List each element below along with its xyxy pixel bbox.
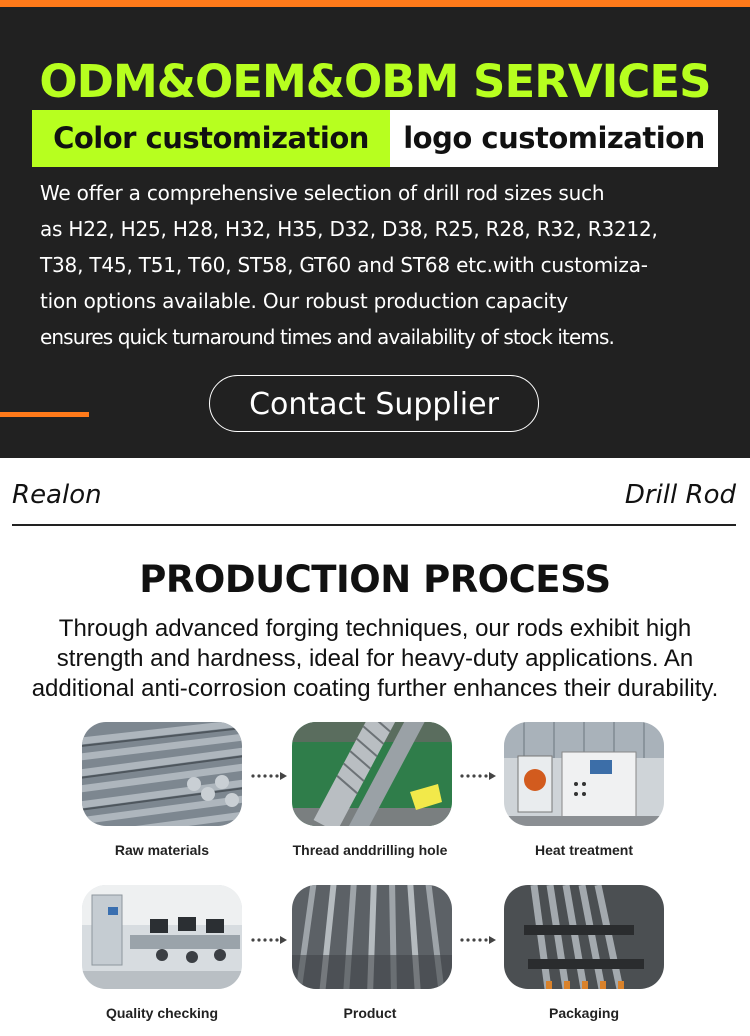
top-accent-stripe xyxy=(0,0,750,7)
color-customization-tag: Color customization xyxy=(32,110,390,167)
production-description-line: additional anti-corrosion coating further enhances their durability. xyxy=(31,675,719,702)
contact-supplier-button[interactable]: Contact Supplier xyxy=(209,375,539,432)
quality-checking-photo xyxy=(82,885,242,989)
threading-photo xyxy=(292,722,452,826)
step-label: Packaging xyxy=(548,1005,620,1021)
furnace-image xyxy=(504,722,664,826)
production-description-line: Through advanced forging techniques, our rods exhibit high xyxy=(58,615,692,642)
process-arrow-icon xyxy=(459,935,497,945)
steel-bars-image xyxy=(82,722,242,826)
hero-description-line: T38, T45, T51, T60, ST58, GT60 and ST68 etc.with customiza- xyxy=(40,253,648,277)
process-arrow-icon xyxy=(250,935,288,945)
logo-customization-tag: logo customization xyxy=(390,110,718,167)
production-description xyxy=(0,614,750,704)
process-arrow-icon xyxy=(250,771,288,781)
product-name: Drill Rod xyxy=(624,480,736,510)
step-label: Thread anddrilling hole xyxy=(292,842,448,858)
threading-image xyxy=(292,722,452,826)
step-label: Heat treatment xyxy=(534,842,634,858)
production-description-line: strength and hardness, ideal for heavy-duty applications. An xyxy=(56,645,694,672)
product-photo xyxy=(292,885,452,989)
production-title: PRODUCTION PROCESS xyxy=(139,558,611,601)
hero-description-line: ensures quick turnaround times and availability of stock items. xyxy=(40,325,614,349)
lab-image xyxy=(82,885,242,989)
step-label: Raw materials xyxy=(114,842,210,858)
step-label: Product xyxy=(343,1005,397,1021)
brand-name: Realon xyxy=(12,480,102,510)
hero-description xyxy=(40,175,720,355)
hero-description-line: tion options available. Our robust production capacity xyxy=(40,289,569,313)
packaging-photo xyxy=(504,885,664,989)
step-label: Quality checking xyxy=(105,1005,219,1021)
section-divider xyxy=(12,524,736,526)
hero-title: ODM&OEM&OBM SERVICES xyxy=(39,55,711,108)
raw-materials-photo xyxy=(82,722,242,826)
process-arrow-icon xyxy=(459,771,497,781)
hero-description-line: We offer a comprehensive selection of drill rod sizes such xyxy=(40,181,605,205)
packaging-image xyxy=(504,885,664,989)
orange-accent-bar xyxy=(0,412,89,417)
hero-description-line: as H22, H25, H28, H32, H35, D32, D38, R25, R28, R32, R3212, xyxy=(40,217,658,241)
heat-treatment-photo xyxy=(504,722,664,826)
rods-image xyxy=(292,885,452,989)
